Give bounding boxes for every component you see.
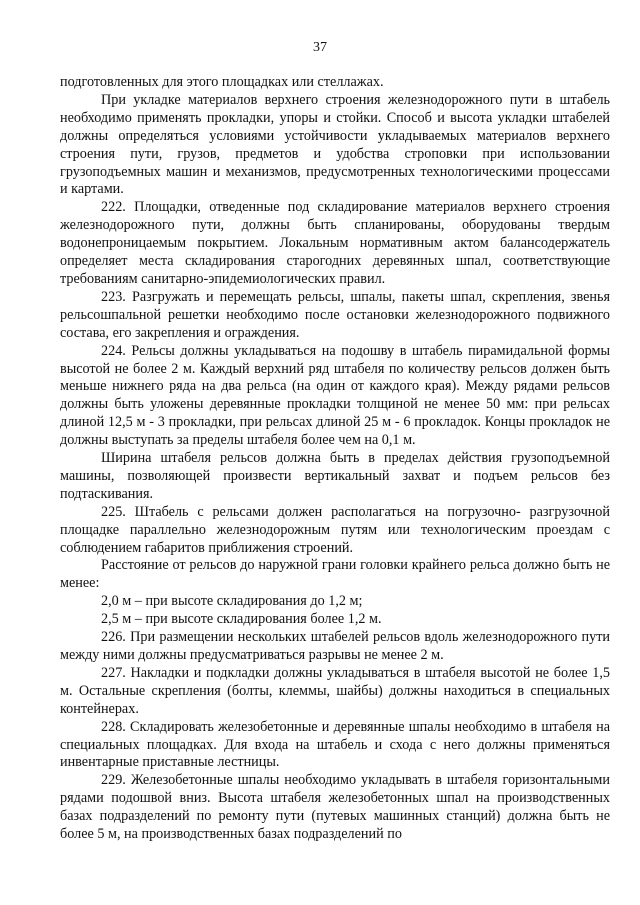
paragraph-225: 225. Штабель с рельсами должен располагаться на погрузочно- разгрузочной площадке параллельно железнодорожным путям или технологическим проездам с соблюдением габаритов приближения строений.	[60, 503, 610, 556]
paragraph-226: 226. При размещении нескольких штабелей рельсов вдоль железнодорожного пути между ними должны предусматриваться разрывы не менее 2 м.	[60, 629, 610, 663]
list-item-distance-2: 2,5 м – при высоте складирования более 1,2 м.	[101, 611, 382, 628]
paragraph-223: 223. Разгружать и перемещать рельсы, шпалы, пакеты шпал, скрепления, звенья рельсошпальной решетки необходимо после остановки железнодорожного подвижного состава, его закрепления и ограждения.	[60, 288, 610, 341]
page-number: 37	[313, 40, 327, 55]
paragraph-229: 229. Железобетонные шпалы необходимо укладывать в штабеля горизонтальными рядами подошвой вниз. Высота штабеля железобетонных шпал на производственных базах подразделений по ремонту пути (путевых машинных станций) должна быть не более 5 м, на производственных базах подразделений по	[60, 772, 610, 843]
paragraph-228: 228. Складировать железобетонные и деревянные шпалы необходимо в штабеля на специальных площадках. Для входа на штабель и схода с него должны применяться инвентарные приставные лестницы.	[60, 718, 610, 771]
list-item-distance-1: 2,0 м – при высоте складирования до 1,2 м;	[101, 593, 363, 610]
paragraph-stacking-materials: При укладке материалов верхнего строения железнодорожного пути в штабель необходимо применять прокладки, упоры и стойки. Способ и высота укладки штабелей должны определяться условиями устойчивости укладываемых материалов верхнего строения пути, грузов, предметов и удобства строповки при использовании грузоподъемных машин и механизмов, предусмотренных технологическими процессами и картами.	[60, 91, 610, 198]
paragraph-224: 224. Рельсы должны укладываться на подошву в штабель пирамидальной формы высотой не более 2 м. Каждый верхний ряд штабеля по количеству рельсов должен быть меньше нижнего ряда на два рельса (на один от каждого края). Между рядами рельсов должны быть уложены деревянные прокладки толщиной не менее 50 мм: при рельсах длиной 12,5 м - 3 прокладки, при рельсах длиной 25 м - 6 прокладок. Концы прокладок не должны выступать за пределы штабеля более чем на 0,1 м.	[60, 342, 610, 449]
paragraph-222: 222. Площадки, отведенные под складирование материалов верхнего строения железнодорожного пути, должны быть спланированы, оборудованы твердым водонепроницаемым покрытием. Локальным нормативным актом балансодержатель определяет места складирования старогодних деревянных шпал, соответствующие требованиям санитарно-эпидемиологических правил.	[60, 199, 610, 287]
paragraph-stack-width: Ширина штабеля рельсов должна быть в пределах действия грузоподъемной машины, позволяющей произвести вертикальный захват и подъем рельсов без подтаскивания.	[60, 450, 610, 502]
paragraph-distance: Расстояние от рельсов до наружной грани головки крайнего рельса должно быть не менее:	[60, 557, 610, 592]
paragraph-227: 227. Накладки и подкладки должны укладываться в штабеля высотой не более 1,5 м. Остальные скрепления (болты, клеммы, шайбы) должны находиться в специальных контейнерах.	[60, 664, 610, 717]
paragraph-continuation: подготовленных для этого площадках или стеллажах.	[60, 74, 384, 90]
document-body	[60, 74, 610, 844]
